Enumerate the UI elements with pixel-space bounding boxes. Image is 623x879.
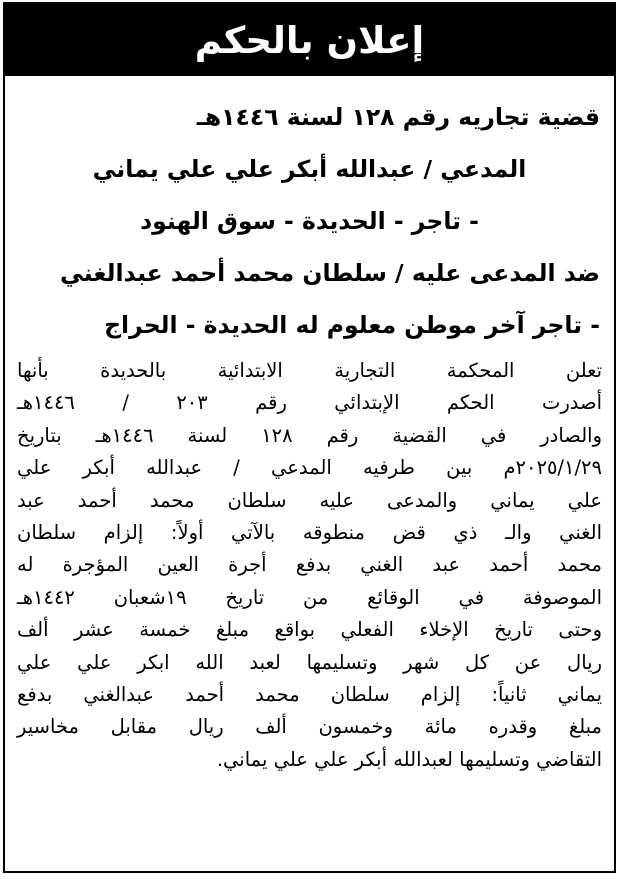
body-line: الغني والـ ذي قض منطوقه بالآتي أولاً: إلزام سلطان: [17, 521, 602, 545]
body-line: ريال عن كل شهر وتسليمها لعبد الله ابكر علي علي: [17, 650, 602, 674]
body-line: أصدرت الحكم الإبتدائي رقم ٢٠٣ / ١٤٤٦هـ: [17, 391, 603, 415]
body-line: الموصوفة في الوقائع من تاريخ ١٩شعبان ١٤٤٢هـ: [17, 585, 602, 609]
notice-title: إعلان بالحكم: [194, 18, 425, 62]
plaintiff-line: المدعي / عبدالله أبكر علي علي يماني: [92, 155, 527, 183]
notice-body: [5, 351, 614, 776]
body-line: والصادر في القضية رقم ١٢٨ لسنة ١٤٤٦هـ بتاريخ: [17, 423, 602, 447]
body-line: التقاضي وتسليمها لعبدالله أبكر علي علي يماني.: [216, 747, 602, 771]
notice-title-bar: [5, 4, 614, 76]
plaintiff-details-line: - تاجر - الحديدة - سوق الهنود: [140, 207, 479, 235]
judgment-notice: [3, 2, 616, 873]
body-line: مبلغ وقدره مائة وخمسون ألف ريال مقابل مخاسير: [17, 715, 602, 739]
case-number-line: قضية تجاريه رقم ١٢٨ لسنة ١٤٤٦هـ: [196, 103, 600, 131]
body-line: تعلن المحكمة التجارية الابتدائية بالحديدة بأنها: [17, 359, 602, 382]
defendant-details-line: - تاجر آخر موطن معلوم له الحديدة - الحراج: [104, 311, 600, 339]
body-line: وحتى تاريخ الإخلاء الفعلي بواقع مبلغ خمسة عشر ألف: [17, 618, 602, 642]
body-line: يماني ثانياً: إلزام سلطان محمد أحمد عبدالغني بدفع: [17, 683, 602, 707]
body-line: محمد أحمد عبد الغني بدفع أجرة العين المؤجرة له: [17, 553, 602, 577]
body-line: ٢٠٢٥/١/٢٩م بين طرفيه المدعي / عبدالله أبكر علي: [17, 456, 602, 480]
defendant-line: ضد المدعى عليه / سلطان محمد أحمد عبدالغني: [59, 259, 600, 287]
body-line: علي يماني والمدعى عليه سلطان محمد أحمد عبد: [17, 488, 602, 512]
case-headline: [5, 76, 614, 351]
